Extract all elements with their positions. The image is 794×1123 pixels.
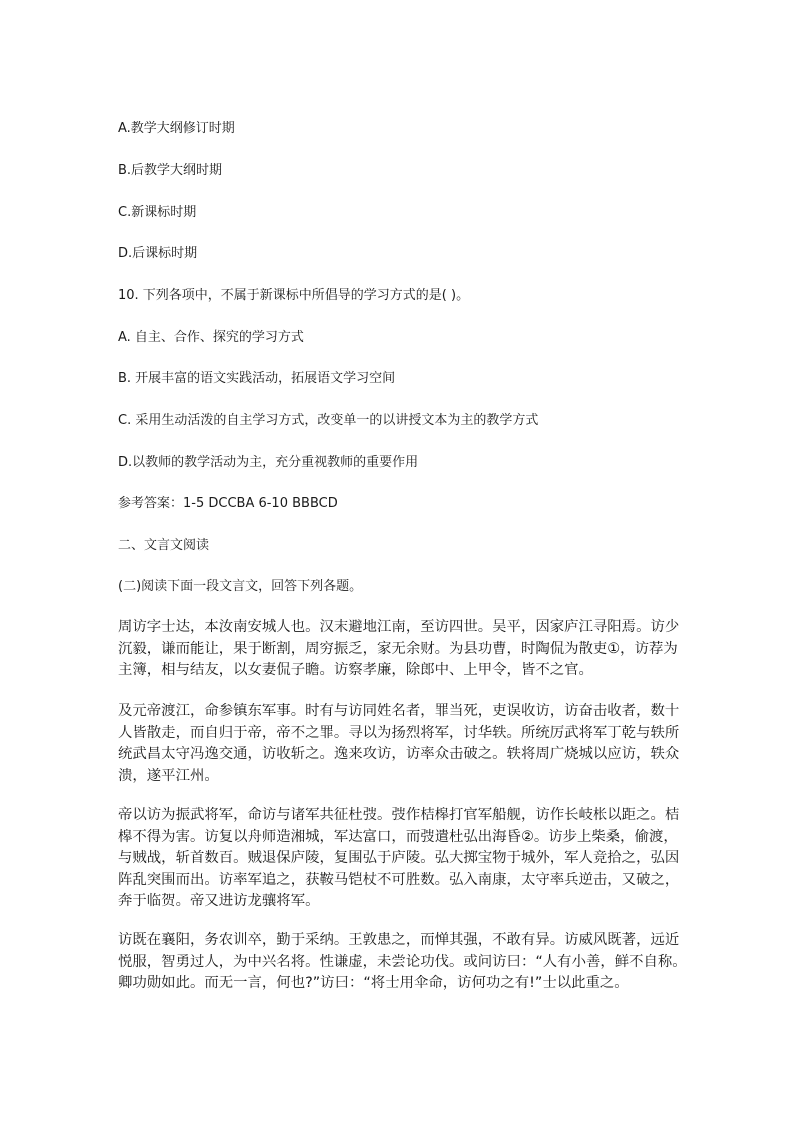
option-10-c: C. 采用生动活泼的自主学习方式，改变单一的以讲授文本为主的教学方式 — [118, 413, 539, 428]
passage-line: 统武昌太守冯逸交通，访收斩之。逸来攻访，访率众击破之。轶将周广烧城以应访，轶众 — [118, 746, 680, 762]
option-10-a: A. 自主、合作、探究的学习方式 — [118, 330, 304, 345]
passage-paragraph-4 — [118, 930, 687, 995]
passage-line: 悦服，智勇过人，为中兴名将。性谦虚，未尝论功伐。或问访曰：“人有小善，鲜不自称。 — [118, 953, 687, 970]
passage-line: 溃，遂平江州。 — [118, 767, 219, 784]
passage-paragraph-3 — [118, 805, 678, 913]
option-10-b: B. 开展丰富的语文实践活动，拓展语文学习空间 — [118, 371, 396, 386]
passage-line: 周访字士达，本汝南安城人也。汉末避地江南，至访四世。吴平，因家庐江寻阳焉。访少 — [118, 619, 680, 635]
passage-line: 槔不得为害。访复以舟师造湘城，军达富口，而弢遣杜弘出海昏②。访步上柴桑，偷渡， — [118, 828, 678, 845]
passage-line: 卿功勋如此。而无一言，何也?”访曰：“将士用伞命，访何功之有!”士以此重之。 — [118, 975, 629, 991]
passage-line: 及元帝渡江，命参镇东军事。时有与访同姓名者，罪当死，吏误收访，访奋击收者，数十 — [118, 703, 680, 719]
option-9-b: B.后教学大纲时期 — [118, 163, 223, 178]
passage-line: 与贼战，斩首数百。贼退保庐陵，复围弘于庐陵。弘大掷宝物于城外，军人竞拾之，弘因 — [118, 850, 680, 866]
passage-line: 奔于临贺。帝又进访龙骧将军。 — [118, 893, 320, 909]
passage-paragraph-2 — [118, 701, 678, 787]
passage-line: 人皆散走，而自归于帝，帝不之罪。寻以为扬烈将军，讨华轶。所统厉武将军丁乾与轶所 — [118, 724, 680, 741]
passage-line: 访既在襄阳，务农训卒，勤于采纳。王敦患之，而惮其强，不敢有异。访威风既著，远近 — [118, 932, 680, 948]
passage-line: 沉毅，谦而能让，果于断割，周穷振乏，家无余财。为县功曹，时陶侃为散吏①，访荐为 — [118, 640, 678, 657]
question-10-stem: 10. 下列各项中，不属于新课标中所倡导的学习方式的是( )。 — [118, 288, 470, 303]
reading-instruction: (二)阅读下面一段文言文，回答下列各题。 — [118, 579, 363, 594]
passage-line: 主簿，相与结友，以女妻侃子瞻。访察孝廉，除郎中、上甲令，皆不之官。 — [118, 662, 593, 678]
passage-paragraph-1 — [118, 617, 678, 682]
option-9-c: C.新课标时期 — [118, 205, 197, 220]
option-9-d: D.后课标时期 — [118, 246, 198, 261]
passage-line: 阵乱突围而出。访率军追之，获鞍马铠杖不可胜数。弘入南康，太守率兵逆击，又破之， — [118, 871, 680, 888]
passage-line: 帝以访为振武将军，命访与诸军共征杜弢。弢作桔槔打官军船舰，访作长岐枨以距之。桔 — [118, 807, 680, 823]
option-9-a: A.教学大纲修订时期 — [118, 121, 235, 136]
option-10-d: D.以教师的教学活动为主，充分重视教师的重要作用 — [118, 455, 419, 470]
answer-key: 参考答案：1-5 DCCBA 6-10 BBBCD — [118, 496, 338, 511]
section-title: 二、文言文阅读 — [118, 538, 210, 553]
